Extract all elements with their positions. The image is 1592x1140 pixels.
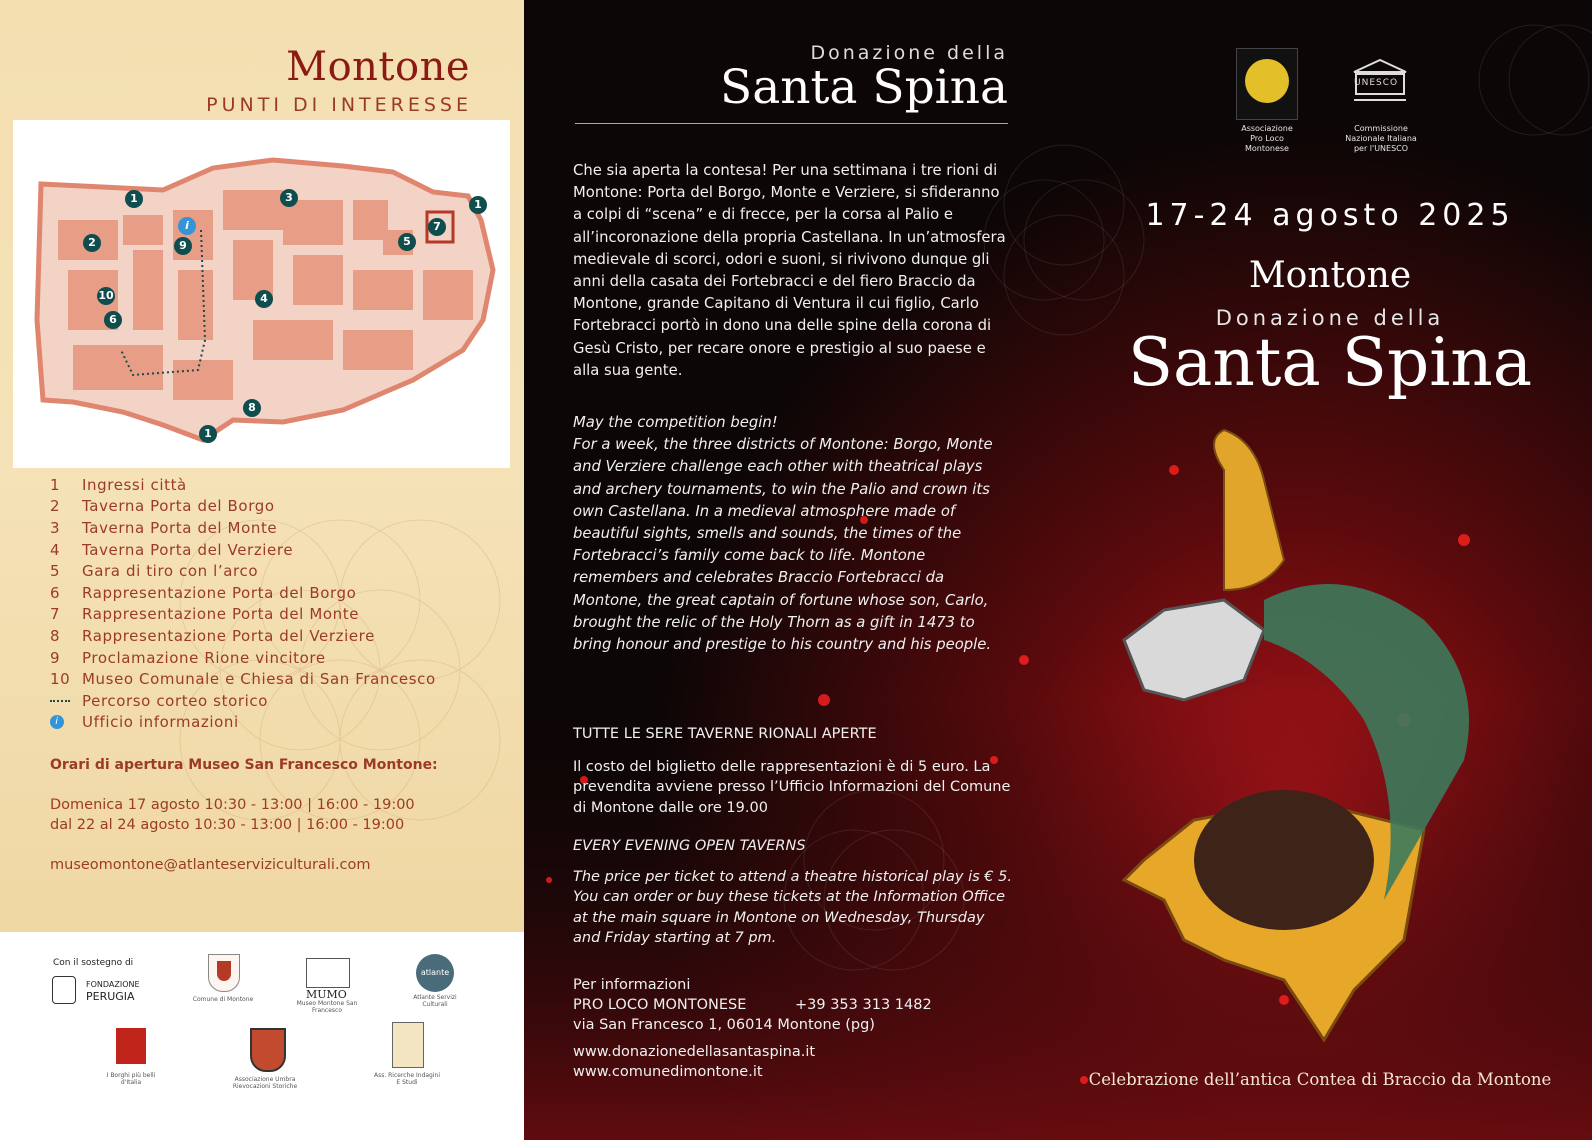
website-link[interactable]: www.donazionedellasantaspina.it xyxy=(573,1044,816,1060)
celebration-tagline: Celebrazione dell’antica Contea di Braccio da Montone xyxy=(1088,1070,1552,1089)
map-marker-3[interactable]: 3 xyxy=(280,189,298,207)
legend-item: 10 Museo Comunale e Chiesa di San Francesco xyxy=(50,670,436,689)
mumo-logo: MUMO xyxy=(306,988,347,1001)
ticket-price-it: Il costo del biglietto delle rappresentazioni è di 5 euro. La prevendita avviene presso l’Ufficio Informazioni del Comune di Montone dalle ore 19.00 xyxy=(573,759,1011,816)
taverns-heading-en: EVERY EVENING OPEN TAVERNS xyxy=(573,838,806,854)
info-icon: i xyxy=(50,715,64,729)
middle-pre-title: Donazione della xyxy=(810,42,1008,64)
legend-info: i Ufficio informazioni xyxy=(50,712,510,734)
left-title: Montone xyxy=(286,44,470,90)
dotted-line-icon xyxy=(50,700,70,702)
phone-number[interactable]: +39 353 313 1482 xyxy=(795,997,932,1013)
comune-crest-icon xyxy=(208,954,240,992)
ricerche-caption: Ass. Ricerche Indagini E Studi xyxy=(373,1072,441,1086)
map-marker-1[interactable]: 1 xyxy=(469,196,487,214)
map-marker-10[interactable]: 10 xyxy=(97,287,115,305)
unesco-caption: Commissione Nazionale Italiana per l'UNESCO xyxy=(1345,124,1417,153)
map-marker-1[interactable]: 1 xyxy=(125,190,143,208)
map-marker-6[interactable]: 6 xyxy=(104,311,122,329)
museum-email[interactable]: museomontone@atlanteserviziculturali.com xyxy=(50,857,371,873)
fondazione-logo-icon xyxy=(52,976,76,1004)
proloco-caption: Associazione Pro Loco Montonese xyxy=(1241,124,1293,153)
legend-item: 8 Rappresentazione Porta del Verziere xyxy=(50,626,375,645)
unesco-wordmark: UNESCO xyxy=(1354,78,1399,88)
fondazione-name: PERUGIA xyxy=(86,990,135,1003)
legend-item: 6 Rappresentazione Porta del Borgo xyxy=(50,583,357,602)
borghi-caption: I Borghi più belli d'Italia xyxy=(106,1072,156,1086)
sponsors-area xyxy=(0,932,524,1140)
museum-hours-line: dal 22 al 24 agosto 10:30 - 13:00 | 16:00 - 19:00 xyxy=(50,817,405,833)
map-marker-7[interactable]: 7 xyxy=(428,218,446,236)
map-marker-4[interactable]: 4 xyxy=(255,290,273,308)
museum-hours-line: Domenica 17 agosto 10:30 - 13:00 | 16:00 - 19:00 xyxy=(50,797,415,813)
map-marker-info[interactable]: i xyxy=(178,217,196,235)
english-body: For a week, the three districts of Montone: Borgo, Monte and Verziere challenge each other with theatrical plays and archery tournaments, to win the Palio and crown its own Castellana. In a medieval atmosphere made of beautiful sights, smells and sounds, the times of the Fortebracci’s family come back to life. Montone remembers and celebrates Braccio Fortebracci da Montone, the great captain of fortune whose son, Carlo, brought the relic of the Holy Thorn as a gift in 1473 to bring honour and prestige to his country and his people. xyxy=(573,436,993,654)
town-name: Montone xyxy=(1248,255,1412,296)
ricerche-logo-icon xyxy=(392,1022,424,1068)
umbra-crest-icon xyxy=(250,1028,286,1072)
map-marker-9[interactable]: 9 xyxy=(174,237,192,255)
middle-title: Santa Spina xyxy=(720,60,1008,115)
legend-item: 4 Taverna Porta del Verziere xyxy=(50,540,294,559)
map-legend xyxy=(50,474,510,733)
english-heading: May the competition begin! xyxy=(573,414,778,431)
english-description xyxy=(573,412,1013,656)
support-label: Con il sostegno di xyxy=(53,958,134,968)
atlante-logo: atlante xyxy=(416,954,454,992)
legend-item: 2 Taverna Porta del Borgo xyxy=(50,497,275,516)
website-link[interactable]: www.comunedimontone.it xyxy=(573,1064,763,1080)
italian-description: Che sia aperta la contesa! Per una settimana i tre rioni di Montone: Porta del Borgo, Monte e Verziere, si sfideranno a colpi di “scena” e di frecce, per la corsa al Palio e all’incoronazione della propria Castellana. In un’atmosfera medievale di scorci, odori e suoni, si rivivono dunque gli anni della casata dei Fortebracci e del fiero Braccio da Montone, grande Capitano di Ventura il cui figlio, Carlo Fortebracci portò in dono una delle spine della corona di Gesù Cristo, per recare onore e prestigio al suo paese e alla sua gente. xyxy=(573,162,1006,379)
address: via San Francesco 1, 06014 Montone (pg) xyxy=(573,1017,875,1033)
org-name: PRO LOCO MONTONESE xyxy=(573,997,747,1013)
umbra-caption: Associazione Umbra Rievocazioni Storiche xyxy=(232,1076,298,1090)
fondazione-name: FONDAZIONE xyxy=(86,980,140,989)
info-label: Per informazioni xyxy=(573,977,691,993)
legend-item: 7 Rappresentazione Porta del Monte xyxy=(50,605,360,624)
map-marker-5[interactable]: 5 xyxy=(398,233,416,251)
legend-item: 9 Proclamazione Rione vincitore xyxy=(50,648,326,667)
left-subtitle: PUNTI DI INTERESSE xyxy=(206,94,472,116)
legend-item: 5 Gara di tiro con l’arco xyxy=(50,562,259,581)
event-dates: 17-24 agosto 2025 xyxy=(1145,198,1515,233)
right-pre-title: Donazione della xyxy=(1215,306,1445,330)
legend-item: 3 Taverna Porta del Monte xyxy=(50,518,278,537)
points-of-interest-panel xyxy=(0,0,524,1140)
title-divider xyxy=(575,123,1008,124)
comune-caption: Comune di Montone xyxy=(192,996,254,1003)
map-marker-1[interactable]: 1 xyxy=(199,425,217,443)
legend-item: 1 Ingressi città xyxy=(50,475,187,494)
ticket-price-en: The price per ticket to attend a theatre historical play is € 5. You can order or buy these tickets at the Information Office at the main square in Montone on Wednesday, Thursday and Friday starting at 7 pm. xyxy=(573,869,1012,946)
legend-route: Percorso corteo storico xyxy=(50,690,510,712)
museum-hours-title: Orari di apertura Museo San Francesco Montone: xyxy=(50,757,438,773)
taverns-heading-it: TUTTE LE SERE TAVERNE RIONALI APERTE xyxy=(573,726,877,742)
right-main-title: Santa Spina xyxy=(1127,324,1533,401)
map-marker-8[interactable]: 8 xyxy=(243,399,261,417)
town-map xyxy=(13,120,510,468)
mumo-logo-icon xyxy=(306,958,350,988)
proloco-logo xyxy=(1236,48,1298,120)
mumo-caption: Museo Montone San Francesco xyxy=(296,1000,358,1014)
atlante-caption: Atlante Servizi Culturali xyxy=(413,994,457,1008)
borghi-logo-icon xyxy=(116,1028,146,1064)
map-marker-2[interactable]: 2 xyxy=(83,234,101,252)
